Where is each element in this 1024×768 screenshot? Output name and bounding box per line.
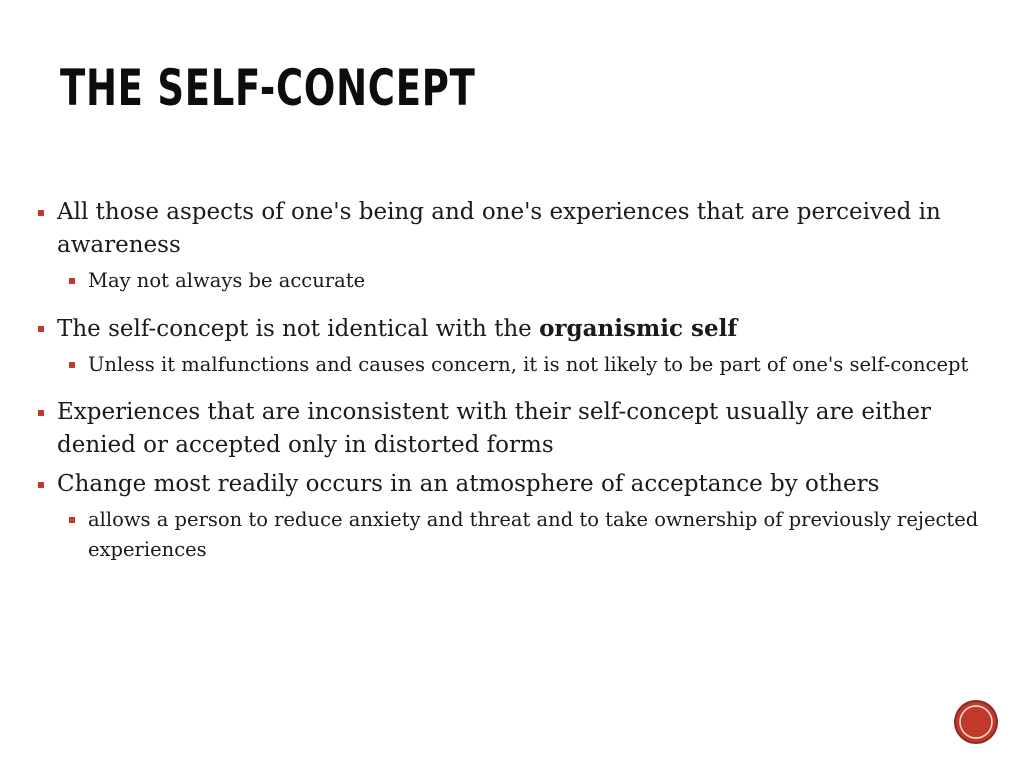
bullet-list <box>36 196 986 569</box>
bullet-bold-term: organismic self <box>539 315 738 342</box>
circle-nav-icon <box>953 699 999 745</box>
bullet-text: Experiences that are inconsistent with their self-concept usually are either denied or accepted only in distorted forms <box>57 399 932 458</box>
square-bullet-icon <box>69 278 75 284</box>
sub-bullet-text: Unless it malfunctions and causes concern, it is not likely to be part of one's self-concept <box>88 353 969 376</box>
sub-bullet-text: allows a person to reduce anxiety and threat and to take ownership of previously rejected experiences <box>88 508 979 561</box>
slide-title: THE SELF-CONCEPT <box>60 59 476 117</box>
bullet-text: Change most readily occurs in an atmosphere of acceptance by others <box>57 471 880 497</box>
sub-bullet-item-2-1 <box>67 350 986 380</box>
square-bullet-icon <box>38 482 44 488</box>
square-bullet-icon <box>69 362 75 368</box>
bullet-item-2 <box>36 312 986 346</box>
bullet-item-4 <box>36 468 986 501</box>
slide-nav-button[interactable] <box>953 699 999 745</box>
bullet-text: The self-concept is not identical with the <box>57 316 540 342</box>
square-bullet-icon <box>38 210 44 216</box>
sub-bullet-item-1-1 <box>67 266 986 296</box>
square-bullet-icon <box>38 410 44 416</box>
sub-bullet-text: May not always be accurate <box>88 269 366 292</box>
square-bullet-icon <box>38 326 44 332</box>
square-bullet-icon <box>69 517 75 523</box>
bullet-item-1 <box>36 196 986 262</box>
sub-bullet-item-4-1 <box>67 505 986 565</box>
bullet-text: All those aspects of one's being and one's experiences that are perceived in awareness <box>57 199 941 258</box>
bullet-item-3 <box>36 396 986 462</box>
